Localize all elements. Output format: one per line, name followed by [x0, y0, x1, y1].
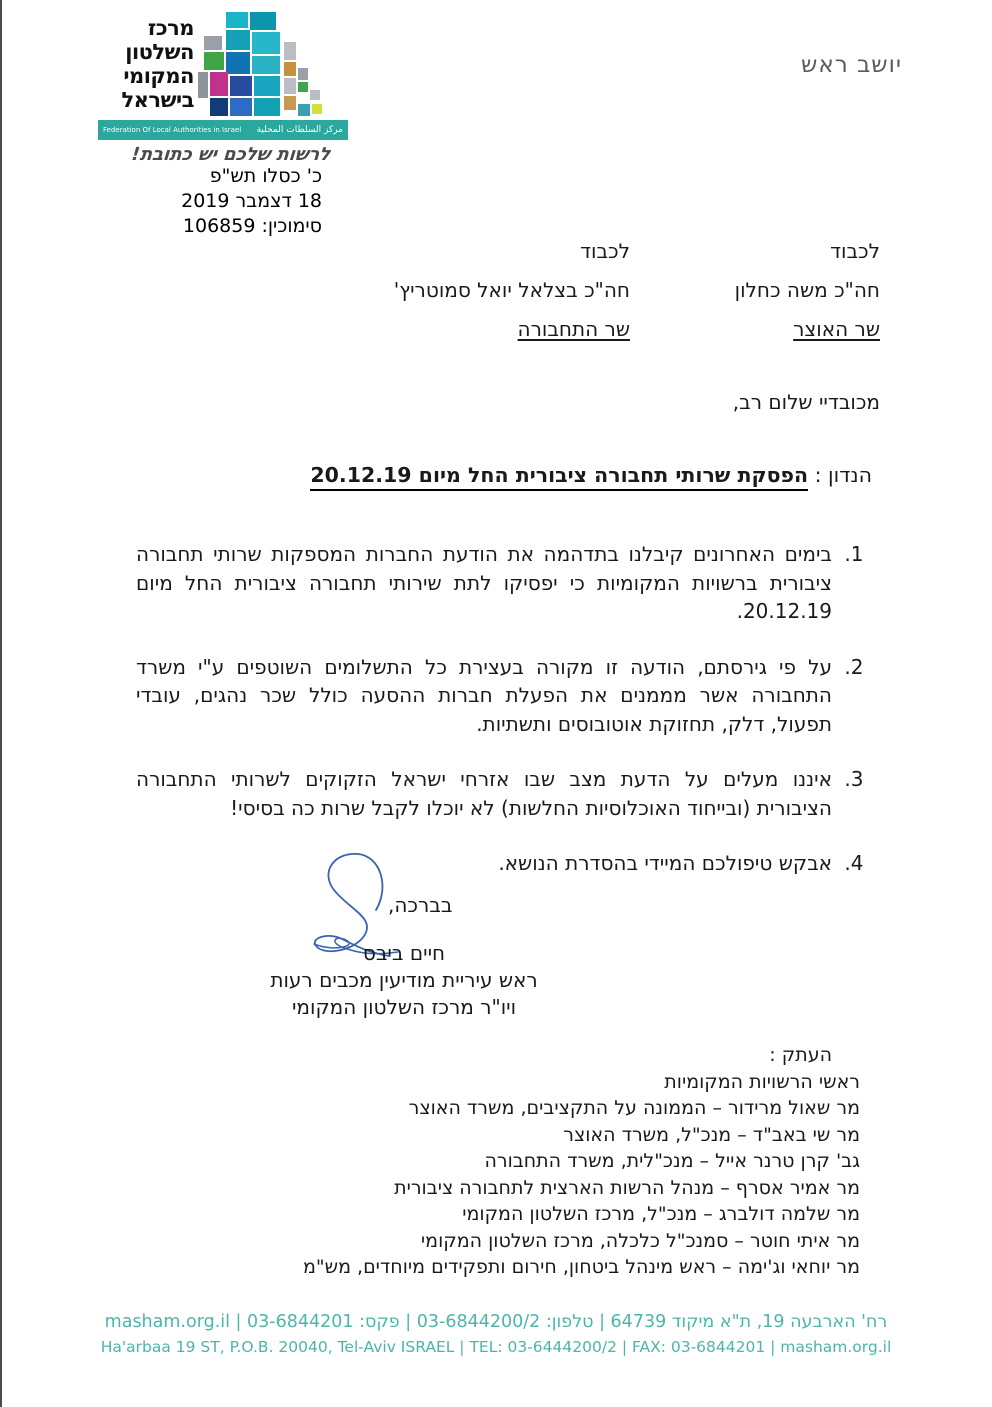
recipient-name: חה"כ משה כחלון	[734, 278, 880, 302]
footer-english-contact: Ha'arbaa 19 ST, P.O.B. 20040, Tel-Aviv ISRAEL | TEL: 03-6444200/2 | FAX: 03-6844201 | masham.org.il	[100, 1338, 892, 1356]
body-paragraph-4: 4. אבקש טיפולכם המיידי בהסדרת הנושא.	[136, 849, 838, 878]
subject-label: הנדון :	[814, 463, 872, 487]
org-name-line: בישראל	[121, 88, 194, 112]
logo-banner	[98, 120, 348, 140]
cc-label: העתק :	[769, 1044, 832, 1066]
org-name-line: המקומי	[123, 64, 194, 88]
subject-text: הפסקת שרותי תחבורה ציבורית החל מיום 20.12.19	[310, 463, 808, 491]
org-name	[98, 16, 194, 112]
cc-item: מר שלמה דולברג – מנכ"ל, מרכז השלטון המקומי	[462, 1203, 860, 1225]
signer-title-1: ראש עיריית מודיעין מכבים רעות	[270, 968, 538, 992]
greeting: מכובדיי שלום רב,	[732, 390, 880, 414]
closing-salutation: בברכה,	[388, 893, 453, 917]
cc-item: מר איתי חוטר – סמנכ"ל כלכלה, מרכז השלטון המקומי	[420, 1229, 860, 1252]
cc-item: מר יוחאי וג'ימה – ראש מינהל ביטחון, חירום ותפקידים מיוחדים, מש"מ	[302, 1256, 860, 1278]
salutation: לכבוד	[830, 239, 880, 263]
cc-section	[140, 1042, 860, 1281]
hebrew-date: כ' כסלו תש"פ	[209, 165, 322, 187]
recipient-name: חה"כ בצלאל יואל סמוטריץ'	[393, 278, 630, 302]
body-paragraph-1: 1. בימים האחרונים קיבלנו בתדהמה את הודעת החברות המספקות שרותי תחבורה ציבורית ברשויות המקומיות כי יפסיקו לתת שירותי תחבורה ציבורית החל מיום 20.12.19.	[136, 540, 838, 626]
reference-number: סימוכין: 106859	[182, 215, 322, 237]
org-name-line: השלטון	[125, 40, 194, 64]
scan-edge-artifact	[0, 0, 2, 1407]
recipient-finance-minister	[690, 238, 880, 355]
org-name-line: מרכז	[147, 16, 194, 40]
cc-item: מר שאול מרידור – הממונה על התקציבים, משרד האוצר	[408, 1097, 860, 1119]
org-logo	[98, 12, 348, 165]
footer-hebrew-contact: רח' הארבעה 19, ת"א מיקוד 64739 | טלפון: 03-6844200/2 | פקס: 03-6844201 | masham.org.il	[104, 1312, 888, 1332]
logo-slogan: לרשות שלכם יש כתובת!	[130, 144, 332, 165]
cc-item: מר שי באב"ד – מנכ"ל, משרד האוצר	[563, 1123, 860, 1146]
cc-item: ראשי הרשויות המקומיות	[664, 1070, 860, 1093]
chairman-label: יושב ראש	[801, 52, 902, 78]
banner-english-text: Federation Of Local Authorities in Israel	[103, 126, 242, 134]
cc-item: גב' קרן טרנר אייל – מנכ"לית, משרד התחבורה	[484, 1150, 860, 1172]
signer-block	[244, 940, 564, 1021]
signer-name: חיים ביבס	[362, 941, 446, 965]
recipient-title: שר התחבורה	[517, 317, 630, 341]
date-block	[150, 164, 322, 239]
body-paragraph-2: 2. על פי גירסתם, הודעה זו מקורה בעצירת כל התשלומים השוטפים ע"י משרד התחבורה אשר מממנים את הפעלת חברות ההסעה כולל שכר נהגים, עובדי תפעול, דלק, תחזוקת אוטובוסים ותשתיות.	[136, 653, 838, 739]
body-paragraph-3: 3. איננו מעלים על הדעת מצב שבו אזרחי ישראל הזקוקים לשרותי התחבורה הציבורית (ובייחוד האוכלוסיות החלשות) לא יוכלו לקבל שרות כה בסיסי!	[136, 765, 838, 822]
cc-item: מר אמיר אסרף – מנהל הרשות הארצית לתחבורה ציבורית	[394, 1176, 860, 1199]
building-blocks-icon	[198, 12, 348, 120]
signer-title-2: ויו"ר מרכז השלטון המקומי	[291, 995, 517, 1019]
banner-arabic-text: مركز السلطات المحلية	[256, 125, 343, 135]
recipient-transport-minister	[380, 238, 630, 355]
gregorian-date: 18 דצמבר 2019	[181, 190, 322, 212]
salutation: לכבוד	[580, 239, 630, 263]
letter-body	[136, 540, 864, 878]
recipient-title: שר האוצר	[793, 317, 880, 341]
subject-line	[212, 463, 872, 487]
letterhead-footer	[0, 1312, 992, 1356]
